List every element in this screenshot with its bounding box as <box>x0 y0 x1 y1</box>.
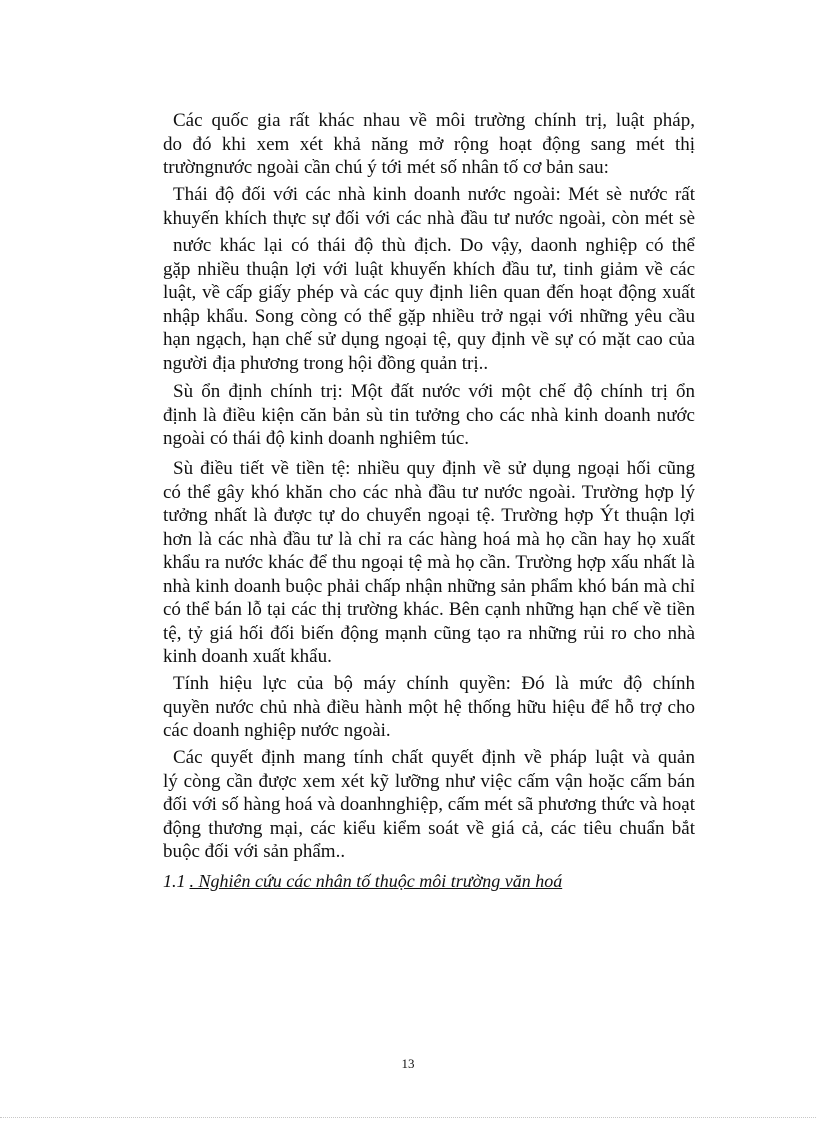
text-line: động thương mại, các kiểu kiểm soát về giá cả, các tiêu chuẩn bắt <box>163 817 695 839</box>
text-line: quyền nước chủ nhà điều hành một hệ thống hữu hiệu để hỗ trợ cho <box>163 696 695 718</box>
text-line: hơn là các nhà đầu tư là chỉ ra các hàng hoá mà họ cần hay họ xuất <box>163 528 695 550</box>
text-line: định là điều kiện căn bản sù tin tưởng cho các nhà kinh doanh nước <box>163 404 695 426</box>
text-line: khẩu ra nước khác để thu ngoại tệ mà họ cần. Trường hợp xấu nhất là <box>163 552 695 573</box>
text-line: Tính hiệu lực của bộ máy chính quyền: Đó là mức độ chính <box>173 673 695 694</box>
text-line: trườngnước ngoài cần chú ý tới mét số nhân tố cơ bản sau: <box>163 157 609 178</box>
section-heading <box>163 870 562 893</box>
text-line: có thể bán lỗ tại các thị trường khác. Bên cạnh những hạn chế về tiền <box>163 599 695 620</box>
text-line: luật, về cấp giấy phép và các quy định liên quan đến hoạt động xuất <box>163 282 695 303</box>
text-line: các doanh nghiệp nước ngoài. <box>163 720 391 741</box>
text-line: nhập khẩu. Song còng có thể gặp nhiều trở ngại với những yêu cầu <box>163 305 695 327</box>
text-line: do đó khi xem xét khả năng mở rộng hoạt động sang mét thị <box>163 133 695 155</box>
text-line: đối với số hàng hoá và doanhnghiệp, cấm mét sã phương thức và hoạt <box>163 794 695 815</box>
text-line: buộc đối với sản phẩm.. <box>163 841 346 862</box>
paragraph-political-stability <box>163 380 695 451</box>
section-title: . Nghiên cứu các nhân tố thuộc môi trường văn hoá <box>189 871 563 891</box>
text-line: hạn ngạch, hạn chế sử dụng ngoại tệ, quy định về sự có mặt cao của <box>163 329 695 350</box>
section-number: 1.1 <box>163 871 186 891</box>
text-line: khuyến khích thực sự đối với các nhà đầu tư nước ngoài, còn mét sè <box>163 207 695 229</box>
text-line: Sù ổn định chính trị: Một đất nước với một chế độ chính trị ổn <box>173 381 695 402</box>
text-line: Thái độ đối với các nhà kinh doanh nước ngoài: Mét sè nước rất <box>173 184 695 205</box>
text-line: nhà kinh doanh buộc phải chấp nhận những sản phẩm khó bán mà chỉ <box>163 575 695 597</box>
text-line: lý còng cần được xem xét kỹ lưỡng như việc cấm vận hoặc cấm bán <box>163 770 695 792</box>
text-line: gặp nhiều thuận lợi với luật khuyến khích đầu tư, tinh giảm về các <box>163 258 695 280</box>
text-line: tệ, tỷ giá hối đối biến động mạnh cũng tạo ra những rủi ro cho nhà <box>163 622 695 644</box>
paragraph-government-effectiveness <box>163 672 695 743</box>
paragraph-foreign-attitude <box>163 183 695 230</box>
paragraph-legal-decisions <box>163 746 695 864</box>
text-line: có thể gây khó khăn cho các nhà đầu tư nước ngoài. Trường hợp lý <box>163 481 695 503</box>
text-line: ngoài có thái độ kinh doanh nghiêm túc. <box>163 428 470 449</box>
text-line: kinh doanh xuất khẩu. <box>163 646 332 667</box>
text-line: nước khác lại có thái độ thù địch. Do vậy, daonh nghiệp có thể <box>173 235 695 256</box>
text-line: người địa phương trong hội đồng quản trị.. <box>163 352 489 374</box>
page-bottom-divider <box>0 1117 816 1118</box>
text-line: Sù điều tiết về tiền tệ: nhiều quy định về sử dụng ngoại hối cũng <box>173 458 695 479</box>
text-line: Các quốc gia rất khác nhau về môi trường chính trị, luật pháp, <box>173 110 695 131</box>
page-number: 13 <box>401 1056 415 1071</box>
text-line: tưởng nhất là được tự do chuyển ngoại tệ. Trường hợp Ýt thuận lợi <box>163 505 695 526</box>
paragraph-intro <box>163 109 695 180</box>
text-line: Các quyết định mang tính chất quyết định về pháp luật và quản <box>173 747 695 768</box>
paragraph-foreign-attitude-continued <box>163 234 695 375</box>
paragraph-currency-regulation <box>163 457 695 669</box>
